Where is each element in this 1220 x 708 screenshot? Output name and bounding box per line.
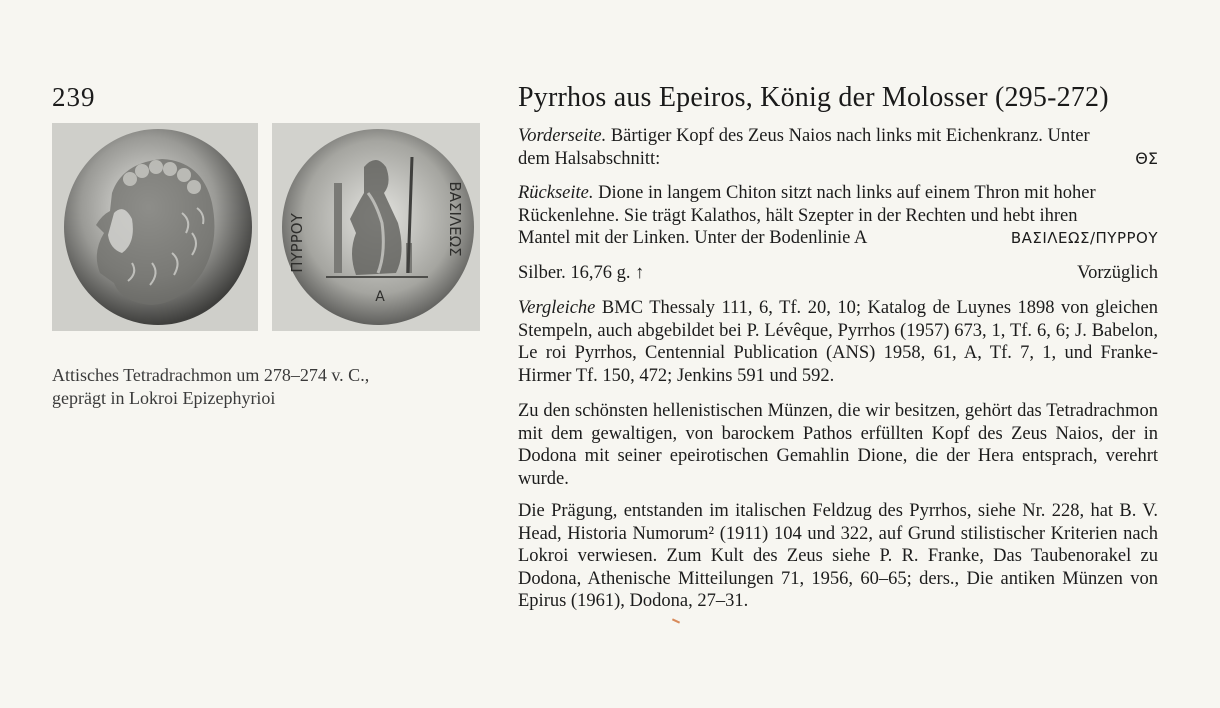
obverse-label: Vorderseite. [518,126,607,146]
reverse-label: Rückseite. [518,183,594,203]
grade: Vorzüglich [1077,263,1158,283]
obverse-coin-photo [52,123,258,331]
reverse-text-3: Mantel mit der Linken. Unter der Bodenlinie A [518,228,868,248]
commentary-paragraph-1: Zu den schönsten hellenistischen Münzen, die wir besitzen, gehört das Tetradrachmon mit dem gewaltigen, von barockem Pathos erfüllten Kopf des Zeus Naios, der in Dodona mit seiner epeirotischen Gemahlin Dione, die der Hera entsprach, verehrt wurde. [518,401,1158,489]
reverse-coin-photo [272,123,480,331]
reverse-description [518,182,1158,250]
obverse-text-2: dem Halsabschnitt: [518,148,661,169]
obverse-description [518,125,1158,170]
caption-line-2: geprägt in Lokroi Epizephyrioi [52,388,276,408]
print-mark [672,618,680,623]
reverse-text-1: Dione in langem Chiton sitzt nach links auf einem Thron mit hoher [593,183,1096,203]
compare-text: BMC Thessaly 111, 6, Tf. 20, 10; Katalog de Luynes 1898 von gleichen Stempeln, auch abgebildet bei P. Lévêque, Pyrrhos (1957) 673, 1, Tf. 6, 6; J. Babelon, Le roi Pyrrhos, Centennial Publication (ANS) 1958, 61, A, Tf. 7, 1, und Franke-Hirmer Tf. 150, 472; Jenkins 591 und 592. [518,298,1158,386]
reverse-exergue: A [375,289,385,305]
entry-title: Pyrrhos aus Epeiros, König der Molosser (295-272) [518,82,1109,113]
commentary-paragraph-2: Die Prägung, entstanden im italischen Feldzug des Pyrrhos, siehe Nr. 228, hat B. V. Head, Historia Numorum² (1911) 104 und 322, auf Grund stilistischer Kriterien nach Lokroi verwiesen. Zum Kult des Zeus siehe P. R. Franke, Das Taubenorakel zu Dodona, Athenische Mitteilungen 71, 1956, 60–65; ders., Die antiken Münzen von Epirus (1961), Dodona, 27–31. [518,501,1158,611]
metal-weight: Silber. 16,76 g. ↑ [518,263,645,283]
reverse-legend: ΒΑΣΙΛΕΩΣ/ΠΥΡΡΟΥ [1010,229,1158,247]
obverse-text-1: Bärtiger Kopf des Zeus Naios nach links mit Eichenkranz. Unter [606,126,1090,146]
reverse-legend-left: ΠΥΡΡΟΥ [288,213,306,273]
metal-line [518,262,1158,285]
obverse-monogram: ΘΣ [1135,148,1158,168]
photo-caption [52,364,472,410]
comparison-references [518,297,1158,387]
reverse-legend-right: ΒΑΣΙΛΕΩΣ [446,181,464,257]
catalog-number: 239 [52,82,96,112]
reverse-text-2: Rückenlehne. Sie trägt Kalathos, hält Szepter in der Rechten und hebt ihren [518,205,1078,226]
compare-label: Vergleiche [518,298,596,318]
caption-line-1: Attisches Tetradrachmon um 278–274 v. C., [52,365,370,385]
